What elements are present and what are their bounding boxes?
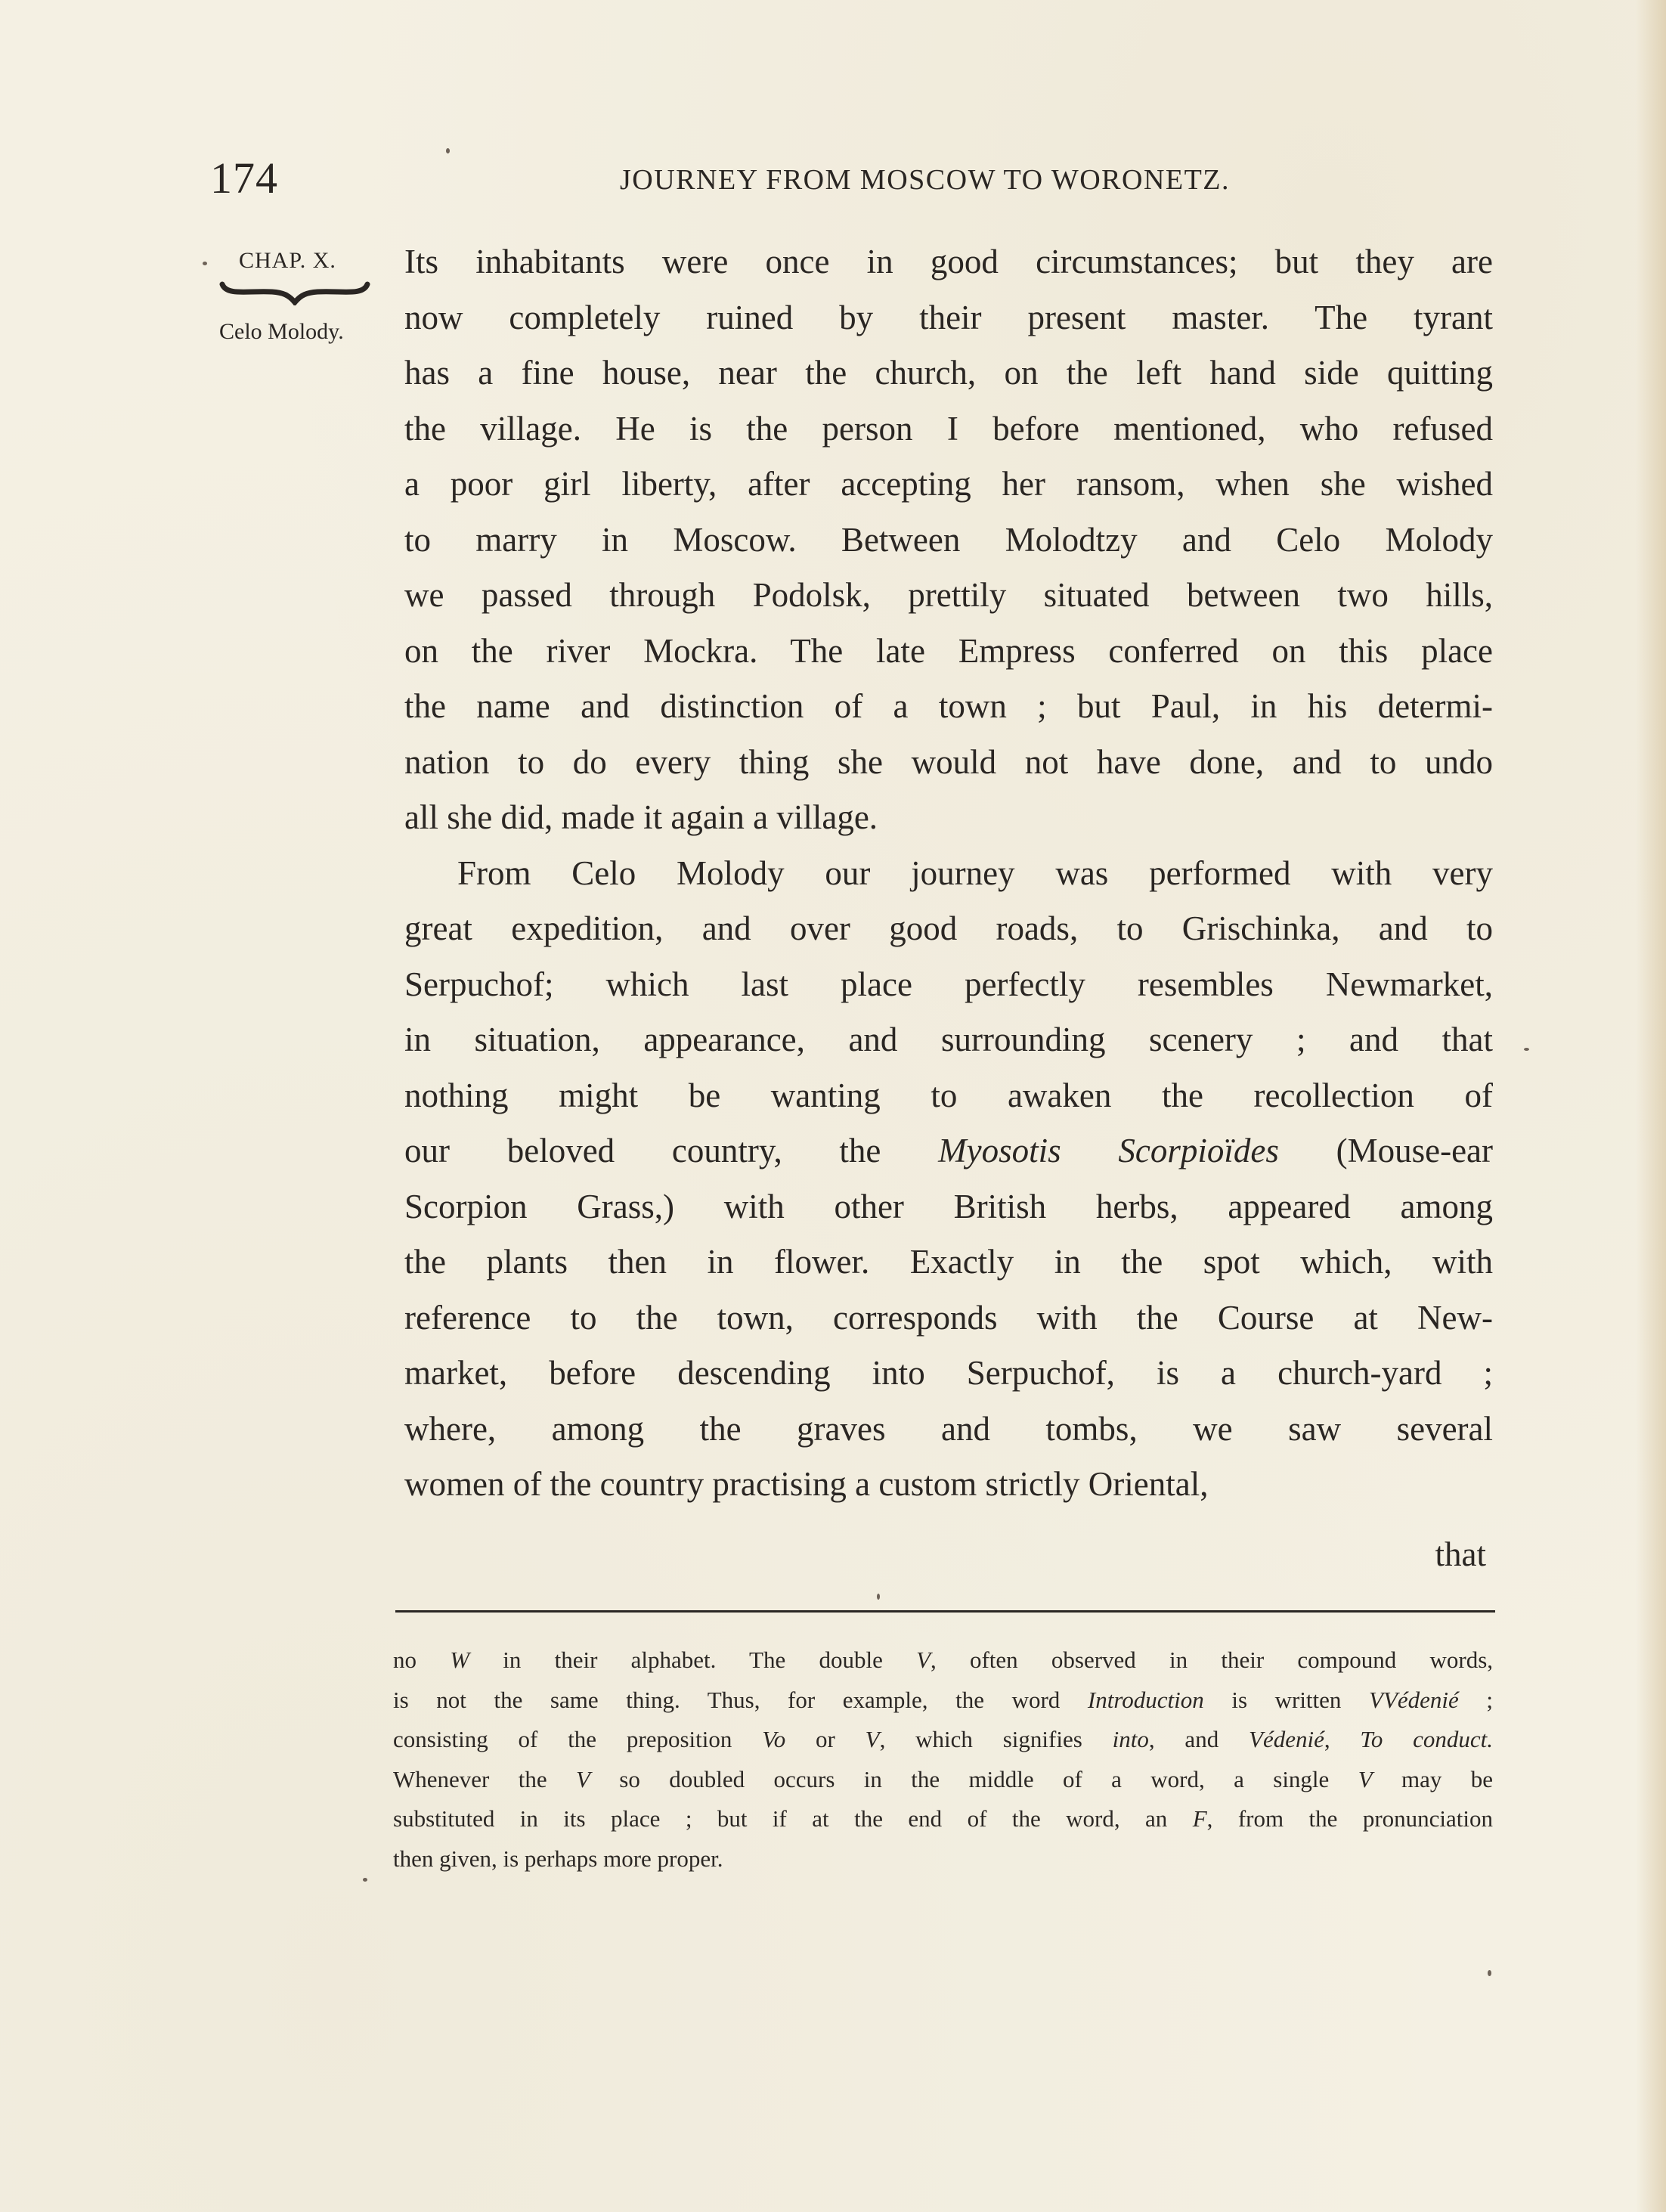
footnote-italic: V <box>575 1765 590 1792</box>
footnote-italic: F <box>1192 1805 1207 1832</box>
body-line <box>404 401 1493 457</box>
footnote-text: , which signifies <box>879 1726 1113 1752</box>
body-line <box>404 957 1493 1013</box>
footnote-italic: Vo <box>762 1726 786 1752</box>
body-line-text: has a fine house, near the church, on the left hand side quitting <box>404 354 1493 392</box>
footnote-text: in their alphabet. The double <box>469 1647 917 1673</box>
body-line <box>404 1457 1493 1513</box>
body-line <box>404 624 1493 680</box>
body-line <box>404 1346 1493 1402</box>
paper-speck <box>877 1594 880 1600</box>
footnote-text: is not the same thing. Thus, for example, the word <box>393 1686 1088 1713</box>
body-line-text: reference to the town, corresponds with the Course at New- <box>404 1298 1493 1337</box>
body-line-text: Scorpion Grass,) with other British herbs, appeared among <box>404 1187 1493 1225</box>
body-text <box>404 234 1493 1513</box>
body-line-text: in situation, appearance, and surrounding scenery ; and that <box>404 1021 1493 1058</box>
footnote-italic: To conduct. <box>1360 1726 1494 1752</box>
page-edge-shadow <box>1636 0 1666 2212</box>
body-line-text: market, before descending into Serpuchof, is a church-yard ; <box>404 1354 1493 1392</box>
footnote-italic: W <box>450 1647 470 1673</box>
body-line <box>404 679 1493 735</box>
footnote-text: , often observed in their compound words, <box>931 1647 1494 1673</box>
footnote-text: or <box>785 1726 866 1752</box>
body-line-text: Its inhabitants were once in good circumstances; but they are <box>404 243 1493 280</box>
body-line <box>404 1402 1493 1458</box>
footnote-text: ; <box>1458 1686 1493 1713</box>
body-line <box>404 290 1493 346</box>
footnote-italic: Introduction <box>1087 1686 1204 1713</box>
footnote-text: so doubled occurs in the middle of a word, a single <box>590 1765 1358 1792</box>
footnote-line <box>393 1799 1493 1839</box>
body-line <box>404 846 1493 902</box>
footnote-text: then given, is perhaps more proper. <box>393 1845 723 1872</box>
footnote-italic: V <box>865 1726 880 1752</box>
brace-ornament <box>219 280 370 305</box>
body-line-text: women of the country practising a custom strictly Oriental, <box>404 1465 1209 1503</box>
body-line-text: nothing might be wanting to awaken the recollection of <box>404 1076 1493 1114</box>
body-line <box>404 234 1493 290</box>
body-line-text: nation to do every thing she would not have done, and to undo <box>404 742 1493 781</box>
footnote-text: may be <box>1372 1765 1494 1792</box>
paper-speck <box>363 1878 367 1882</box>
body-line-text: Serpuchof; which last place perfectly resembles Newmarket, <box>404 965 1493 1003</box>
body-line <box>404 1290 1493 1346</box>
footnote-rule <box>395 1610 1495 1613</box>
footnote-text: , from the pronunciation <box>1206 1805 1494 1832</box>
footnote-italic: VVédenié <box>1369 1686 1459 1713</box>
footnote-italic: V <box>1358 1765 1373 1792</box>
chapter-label: CHAP. X. <box>239 248 336 273</box>
footnote-text: consisting of the preposition <box>393 1726 763 1752</box>
body-line <box>404 1012 1493 1068</box>
body-line-text: now completely ruined by their present master. The tyrant <box>404 298 1493 336</box>
footnote-text: is written <box>1203 1686 1370 1713</box>
footnote-text: substituted in its place ; but if at the end of the word, an <box>393 1805 1193 1832</box>
body-line <box>404 568 1493 624</box>
italic-term: Myosotis Scorpioïdes <box>938 1132 1279 1170</box>
paper-speck <box>1488 1970 1491 1976</box>
body-line <box>404 1179 1493 1235</box>
body-line <box>404 513 1493 568</box>
footnote-italic: V <box>916 1647 931 1673</box>
footnote-text: no <box>393 1647 451 1673</box>
body-line-text: we passed through Podolsk, prettily situated between two hills, <box>404 576 1493 614</box>
footnote-line <box>393 1760 1493 1800</box>
body-line-text: great expedition, and over good roads, to Grischinka, and to <box>404 909 1493 947</box>
body-line <box>404 1235 1493 1290</box>
footnote-text: , <box>1324 1726 1361 1752</box>
paper-speck <box>446 148 450 153</box>
footnote-line <box>393 1839 1493 1879</box>
footnote-line <box>393 1681 1493 1721</box>
running-head: JOURNEY FROM MOSCOW TO WORONETZ. <box>620 164 1231 196</box>
body-line <box>404 901 1493 957</box>
side-note: Celo Molody. <box>219 319 344 344</box>
footnote-italic: Védenié <box>1249 1726 1324 1752</box>
body-line-text: the plants then in flower. Exactly in the spot which, with <box>404 1243 1493 1281</box>
paper-speck <box>203 262 207 265</box>
footnote-italic: into <box>1112 1726 1149 1752</box>
footnote-line <box>393 1640 1493 1681</box>
body-line-text: the name and distinction of a town ; but Paul, in his determi- <box>404 687 1493 725</box>
body-line-text: (Mouse-ear <box>1278 1132 1493 1170</box>
body-line-text: to marry in Moscow. Between Molodtzy and Celo Molody <box>404 520 1493 559</box>
body-line-text: on the river Mockra. The late Empress conferred on this place <box>404 631 1493 670</box>
body-line-text: all she did, made it again a village. <box>404 798 878 836</box>
body-line-text: our beloved country, the <box>404 1132 939 1170</box>
page-number: 174 <box>210 153 278 203</box>
body-line <box>404 345 1493 401</box>
footnote-line <box>393 1720 1493 1760</box>
paper-speck <box>1524 1048 1529 1051</box>
footnote <box>393 1640 1493 1879</box>
body-line <box>404 735 1493 791</box>
body-line <box>404 1068 1493 1124</box>
body-line-text: the village. He is the person I before mentioned, who refused <box>404 409 1493 448</box>
body-line <box>404 457 1493 513</box>
catchword: that <box>1435 1535 1486 1573</box>
body-line-text: where, among the graves and tombs, we saw several <box>404 1409 1493 1448</box>
body-line <box>404 1123 1493 1179</box>
footnote-text: Whenever the <box>393 1765 576 1792</box>
footnote-text: , and <box>1148 1726 1250 1752</box>
body-line-text: a poor girl liberty, after accepting her ransom, when she wished <box>404 465 1493 503</box>
body-line-text: From Celo Molody our journey was performed with very <box>457 854 1493 892</box>
body-line <box>404 790 1493 846</box>
